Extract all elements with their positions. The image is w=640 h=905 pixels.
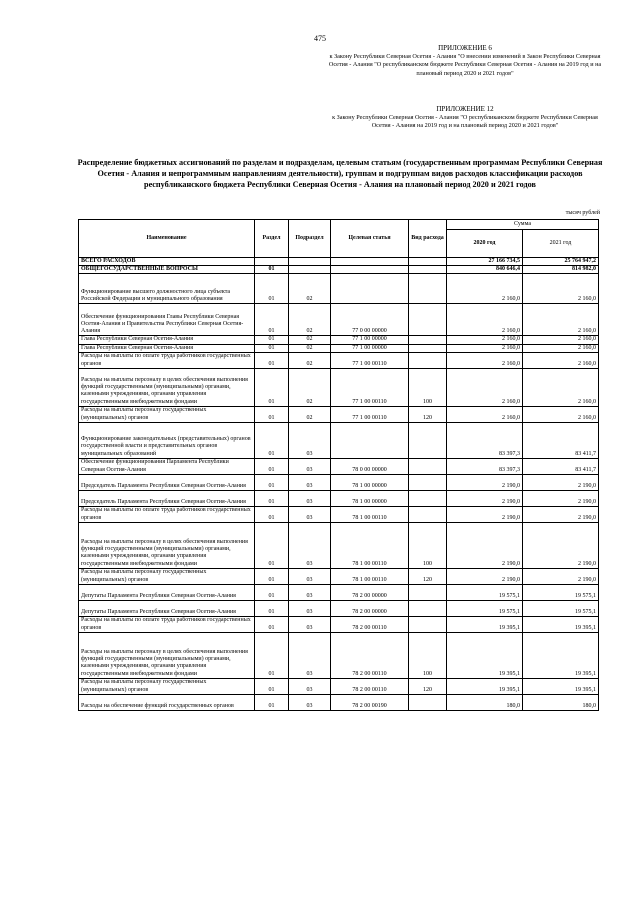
cell-expense-type: 100 <box>409 368 447 406</box>
cell-subsection: 03 <box>289 568 331 584</box>
cell-subsection: 03 <box>289 694 331 710</box>
cell-expense-type <box>409 694 447 710</box>
cell-name: Расходы на выплаты персоналу государственных (муниципальных) органов <box>79 568 255 584</box>
cell-target: 77 1 00 00110 <box>331 352 409 368</box>
header-2021: 2021 год <box>523 230 599 258</box>
cell-expense-type <box>409 490 447 506</box>
cell-section: 01 <box>255 352 289 368</box>
cell-2021: 2 190,0 <box>523 490 599 506</box>
cell-2021: 2 160,0 <box>523 368 599 406</box>
cell-target <box>331 266 409 274</box>
table-row <box>79 568 599 584</box>
cell-2020: 19 395,1 <box>447 678 523 694</box>
cell-subsection: 03 <box>289 474 331 490</box>
table-row <box>79 490 599 506</box>
cell-2020: 2 190,0 <box>447 522 523 568</box>
cell-name: Расходы на выплаты по оплате труда работников государственных органов <box>79 506 255 522</box>
cell-section: 01 <box>255 694 289 710</box>
cell-2021: 83 411,7 <box>523 422 599 458</box>
cell-target: 77 1 00 00000 <box>331 336 409 344</box>
cell-expense-type: 100 <box>409 632 447 678</box>
cell-2020: 2 160,0 <box>447 406 523 422</box>
cell-2021: 2 160,0 <box>523 336 599 344</box>
units-label: тысяч рублей <box>565 210 600 216</box>
budget-table-body <box>79 258 599 711</box>
cell-section: 01 <box>255 474 289 490</box>
cell-2020: 2 190,0 <box>447 506 523 522</box>
cell-name: Расходы на выплаты персоналу государственных (муниципальных) органов <box>79 406 255 422</box>
cell-name: Расходы на выплаты персоналу государственных (муниципальных) органов <box>79 678 255 694</box>
cell-expense-type <box>409 274 447 304</box>
cell-target: 78 2 00 00000 <box>331 584 409 600</box>
cell-2021: 2 190,0 <box>523 474 599 490</box>
cell-target <box>331 274 409 304</box>
cell-name: Расходы на выплаты персоналу в целях обеспечения выполнения функций государственными (муниципальными) органами, казенными учреждениями, органами управления государственными внебюджетными фондами <box>79 632 255 678</box>
cell-target: 78 2 00 00110 <box>331 678 409 694</box>
cell-2020: 83 397,3 <box>447 422 523 458</box>
table-row <box>79 506 599 522</box>
cell-subsection: 03 <box>289 422 331 458</box>
cell-2021: 19 575,1 <box>523 600 599 616</box>
cell-expense-type <box>409 506 447 522</box>
cell-2021: 2 190,0 <box>523 522 599 568</box>
cell-2021: 180,0 <box>523 694 599 710</box>
cell-expense-type <box>409 266 447 274</box>
cell-section: 01 <box>255 336 289 344</box>
cell-subsection: 03 <box>289 506 331 522</box>
table-row <box>79 336 599 344</box>
cell-subsection <box>289 258 331 266</box>
cell-expense-type <box>409 352 447 368</box>
cell-subsection: 03 <box>289 522 331 568</box>
appendix-12-header <box>325 105 605 131</box>
appendix-12-text: к Закону Республики Северная Осетия - Алания "О республиканском бюджете Республики Северная Осетия - Алания на 2019 год и на плановый период 2020 и 2021 годов" <box>332 113 598 130</box>
table-row <box>79 304 599 336</box>
cell-2020: 2 160,0 <box>447 344 523 352</box>
cell-2020: 19 395,1 <box>447 616 523 632</box>
cell-subsection: 03 <box>289 584 331 600</box>
cell-expense-type <box>409 600 447 616</box>
cell-expense-type <box>409 336 447 344</box>
cell-section: 01 <box>255 266 289 274</box>
cell-target: 78 1 00 00000 <box>331 474 409 490</box>
table-row <box>79 632 599 678</box>
cell-target: 77 0 00 00000 <box>331 304 409 336</box>
table-row <box>79 522 599 568</box>
cell-section: 01 <box>255 406 289 422</box>
cell-section: 01 <box>255 632 289 678</box>
cell-name: Председатель Парламента Республики Северная Осетия-Алания <box>79 490 255 506</box>
appendix-6-title: ПРИЛОЖЕНИЕ 6 <box>438 44 492 52</box>
table-row <box>79 266 599 274</box>
cell-name: Расходы на выплаты персоналу в целях обеспечения выполнения функций государственными (муниципальными) органами, казенными учреждениями, органами управления государственными внебюджетными фондами <box>79 522 255 568</box>
cell-name: Депутаты Парламента Республики Северная Осетия-Алания <box>79 600 255 616</box>
cell-2020: 2 160,0 <box>447 368 523 406</box>
table-row <box>79 600 599 616</box>
header-expense-type: Вид расхода <box>409 220 447 258</box>
cell-section: 01 <box>255 422 289 458</box>
header-subsection: Подраздел <box>289 220 331 258</box>
cell-2020: 2 160,0 <box>447 352 523 368</box>
cell-target: 77 1 00 00110 <box>331 406 409 422</box>
cell-2021: 2 160,0 <box>523 344 599 352</box>
cell-target: 78 2 00 00110 <box>331 632 409 678</box>
table-row <box>79 368 599 406</box>
appendix-6-text: к Закону Республики Северная Осетия - Алания "О внесении изменений в Закон Республики Северная Осетия - Алания "О республиканском бюджете Республики Северная Осетия - Алания на 2019 год и на плановый период 2020 и 2021 годов" <box>328 52 602 77</box>
cell-section: 01 <box>255 584 289 600</box>
cell-target: 78 2 00 00110 <box>331 616 409 632</box>
cell-target: 78 1 00 00110 <box>331 522 409 568</box>
cell-2020: 2 160,0 <box>447 274 523 304</box>
cell-name: Обеспечение функционирования Парламента Республики Северная Осетия-Алания <box>79 458 255 474</box>
cell-subsection: 03 <box>289 632 331 678</box>
cell-expense-type <box>409 422 447 458</box>
cell-subsection: 02 <box>289 352 331 368</box>
cell-expense-type: 100 <box>409 522 447 568</box>
cell-name: Председатель Парламента Республики Северная Осетия-Алания <box>79 474 255 490</box>
cell-expense-type <box>409 474 447 490</box>
cell-expense-type: 120 <box>409 568 447 584</box>
cell-subsection: 03 <box>289 458 331 474</box>
cell-2021: 19 395,1 <box>523 678 599 694</box>
cell-target <box>331 422 409 458</box>
appendix-6-header <box>325 44 605 78</box>
cell-subsection: 02 <box>289 274 331 304</box>
cell-subsection: 02 <box>289 368 331 406</box>
header-target: Целевая статья <box>331 220 409 258</box>
cell-subsection: 03 <box>289 616 331 632</box>
cell-subsection: 03 <box>289 490 331 506</box>
cell-expense-type: 120 <box>409 406 447 422</box>
cell-subsection: 02 <box>289 336 331 344</box>
cell-2021: 25 764 947,2 <box>523 258 599 266</box>
cell-2020: 2 190,0 <box>447 474 523 490</box>
cell-target: 78 1 00 00110 <box>331 568 409 584</box>
cell-section: 01 <box>255 522 289 568</box>
cell-2020: 83 397,3 <box>447 458 523 474</box>
cell-2021: 2 190,0 <box>523 568 599 584</box>
cell-section: 01 <box>255 458 289 474</box>
cell-expense-type: 120 <box>409 678 447 694</box>
table-row <box>79 474 599 490</box>
table-row <box>79 678 599 694</box>
cell-target: 78 2 00 00190 <box>331 694 409 710</box>
cell-target: 78 2 00 00000 <box>331 600 409 616</box>
cell-2021: 2 160,0 <box>523 352 599 368</box>
cell-2020: 2 160,0 <box>447 336 523 344</box>
table-row <box>79 422 599 458</box>
cell-expense-type <box>409 344 447 352</box>
cell-section: 01 <box>255 678 289 694</box>
table-row <box>79 616 599 632</box>
cell-2021: 19 575,1 <box>523 584 599 600</box>
cell-target <box>331 258 409 266</box>
table-row <box>79 258 599 266</box>
table-row <box>79 352 599 368</box>
cell-section: 01 <box>255 506 289 522</box>
cell-name: Функционирование высшего должностного лица субъекта Российской Федерации и муниципального образования <box>79 274 255 304</box>
cell-target: 78 1 00 00000 <box>331 490 409 506</box>
cell-section: 01 <box>255 274 289 304</box>
cell-2020: 2 190,0 <box>447 490 523 506</box>
cell-subsection <box>289 266 331 274</box>
cell-2020: 180,0 <box>447 694 523 710</box>
cell-target: 77 1 00 00000 <box>331 344 409 352</box>
appendix-12-title: ПРИЛОЖЕНИЕ 12 <box>436 105 494 113</box>
header-name: Наименование <box>79 220 255 258</box>
cell-name: Обеспечение функционирования Главы Республики Северная Осетия-Алания и Правительства Республики Северная Осетия-Алания <box>79 304 255 336</box>
document-title: Распределение бюджетных ассигнований по разделам и подразделам, целевым статьям (государственным программам Республики Северная Осетия - Алания и непрограммным направлениям деятельности), группам и подгруппам видов расходов классификации расходов республиканского бюджета Республики Северная Осетия - Алания на плановый период 2020 и 2021 годов <box>77 158 603 189</box>
cell-2021: 2 190,0 <box>523 506 599 522</box>
table-row <box>79 584 599 600</box>
header-2020: 2020 год <box>447 230 523 258</box>
table-row <box>79 274 599 304</box>
cell-name: ВСЕГО РАСХОДОВ <box>79 258 255 266</box>
cell-name: Расходы на выплаты по оплате труда работников государственных органов <box>79 616 255 632</box>
cell-2021: 2 160,0 <box>523 304 599 336</box>
cell-2020: 27 166 734,5 <box>447 258 523 266</box>
cell-target: 78 1 00 00110 <box>331 506 409 522</box>
cell-name: Расходы на выплаты по оплате труда работников государственных органов <box>79 352 255 368</box>
table-row <box>79 406 599 422</box>
cell-expense-type <box>409 458 447 474</box>
table-row <box>79 344 599 352</box>
cell-section: 01 <box>255 344 289 352</box>
cell-2020: 19 395,1 <box>447 632 523 678</box>
cell-target: 78 0 00 00000 <box>331 458 409 474</box>
cell-2021: 2 160,0 <box>523 406 599 422</box>
table-row <box>79 458 599 474</box>
cell-2020: 19 575,1 <box>447 584 523 600</box>
cell-section: 01 <box>255 568 289 584</box>
cell-section: 01 <box>255 616 289 632</box>
cell-name: Депутаты Парламента Республики Северная Осетия-Алания <box>79 584 255 600</box>
cell-2020: 19 575,1 <box>447 600 523 616</box>
cell-target: 77 1 00 00110 <box>331 368 409 406</box>
cell-name: Глава Республики Северная Осетия-Алания <box>79 336 255 344</box>
header-section: Раздел <box>255 220 289 258</box>
cell-2020: 840 646,4 <box>447 266 523 274</box>
cell-section: 01 <box>255 304 289 336</box>
cell-subsection: 03 <box>289 600 331 616</box>
cell-section <box>255 258 289 266</box>
cell-name: ОБЩЕГОСУДАРСТВЕННЫЕ ВОПРОСЫ <box>79 266 255 274</box>
header-sum: Сумма <box>447 220 599 230</box>
cell-name: Расходы на выплаты персоналу в целях обеспечения выполнения функций государственными (муниципальными) органами, казенными учреждениями, органами управления государственными внебюджетными фондами <box>79 368 255 406</box>
cell-2020: 2 160,0 <box>447 304 523 336</box>
cell-name: Глава Республики Северная Осетия-Алания <box>79 344 255 352</box>
cell-name: Расходы на обеспечение функций государственных органов <box>79 694 255 710</box>
page-number: 475 <box>314 34 326 43</box>
cell-2021: 814 982,0 <box>523 266 599 274</box>
budget-table <box>78 219 599 711</box>
table-row <box>79 694 599 710</box>
cell-expense-type <box>409 616 447 632</box>
cell-2021: 2 160,0 <box>523 274 599 304</box>
cell-subsection: 02 <box>289 344 331 352</box>
cell-subsection: 02 <box>289 304 331 336</box>
cell-expense-type <box>409 304 447 336</box>
cell-2021: 19 395,1 <box>523 616 599 632</box>
cell-2021: 83 411,7 <box>523 458 599 474</box>
cell-expense-type <box>409 258 447 266</box>
cell-section: 01 <box>255 600 289 616</box>
cell-subsection: 03 <box>289 678 331 694</box>
cell-subsection: 02 <box>289 406 331 422</box>
cell-name: Функционирование законодательных (представительных) органов государственной власти и представительных органов муниципальных образований <box>79 422 255 458</box>
cell-2021: 19 395,1 <box>523 632 599 678</box>
cell-section: 01 <box>255 368 289 406</box>
cell-2020: 2 190,0 <box>447 568 523 584</box>
cell-section: 01 <box>255 490 289 506</box>
cell-expense-type <box>409 584 447 600</box>
